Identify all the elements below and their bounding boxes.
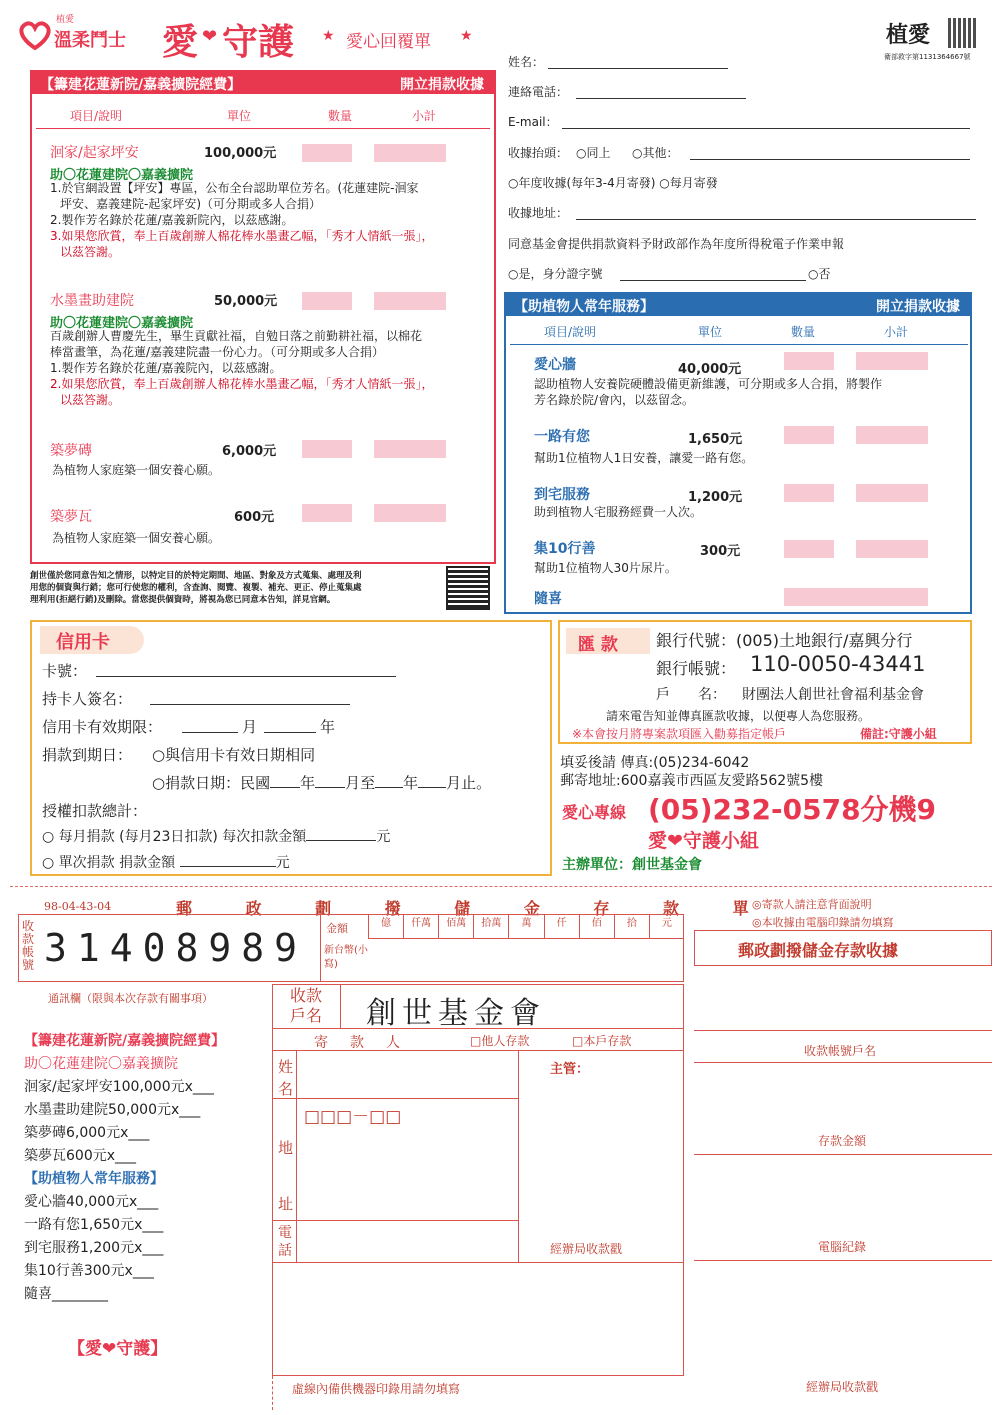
comm-item[interactable]: 愛心牆40,000元x___ <box>24 1194 159 1210</box>
divider <box>694 1030 992 1031</box>
year-label: 年 <box>320 718 336 736</box>
comm-item[interactable]: 一路有您1,650元x___ <box>24 1217 164 1233</box>
receipt-type[interactable]: ○年度收據(每年3-4月寄發) ○每月寄發 <box>508 176 718 190</box>
end-opt1[interactable]: ○與信用卡有效日期相同 <box>152 746 316 764</box>
item-desc: 為植物人家庭築一個安養心願。 <box>52 463 221 477</box>
brand: 植愛 <box>886 23 931 48</box>
item-name: 洄家/起家坪安 <box>50 145 139 161</box>
hualien-fund-box <box>30 70 496 564</box>
opt-self[interactable]: □本戶存款 <box>572 1034 632 1048</box>
reg-no: 衛部救字第1131364667號 <box>884 53 971 61</box>
name-label: 姓名： <box>508 55 545 69</box>
item-price: 1,200元 <box>688 490 743 505</box>
bottom-note: 虛線內備供機器印錄用請勿填寫 <box>292 1382 461 1396</box>
col-item: 項目/說明 <box>544 325 597 339</box>
subtotal-field[interactable] <box>856 352 928 370</box>
other-field[interactable] <box>690 159 970 160</box>
digit-col: 仟萬 <box>403 914 438 938</box>
logo-top: 植愛 <box>56 15 75 25</box>
qty-field[interactable] <box>784 484 834 502</box>
col-item: 項目/說明 <box>70 109 123 123</box>
qty-field[interactable] <box>302 440 352 458</box>
digit-col: 佰 <box>579 914 614 938</box>
single-option[interactable] <box>42 852 290 872</box>
item-price: 1,650元 <box>688 432 743 447</box>
subtotal-field[interactable] <box>856 540 928 558</box>
end-opt2-a: ○捐款日期：民國 <box>152 774 271 792</box>
postal-title: 郵 政 劃 撥 儲 金 存 款 單 <box>176 899 773 918</box>
remit-note-remark: 備註:守護小組 <box>860 727 937 741</box>
opt-other[interactable]: ○其他： <box>632 146 679 160</box>
remit-note-red: ※本會按月將專案款項匯入勸募指定帳戶 <box>572 727 787 741</box>
divider <box>510 344 968 345</box>
digit-col: 拾 <box>614 914 649 938</box>
team-name: 愛❤守護小組 <box>648 830 759 852</box>
privacy-notice <box>30 570 362 606</box>
amount-digits <box>368 914 684 938</box>
item-sub: 助〇花蓮建院〇嘉義擴院 <box>50 316 194 331</box>
r-stamp: 經辦局收款戳 <box>806 1380 879 1394</box>
item-name: 到宅服務 <box>534 487 590 503</box>
yuan-label: 元 <box>275 855 290 871</box>
end-opt2-c: 月至 <box>345 774 376 792</box>
credit-title: 信用卡 <box>40 626 144 654</box>
account-no: 110-0050-43441 <box>750 652 926 676</box>
item-price: 6,000元 <box>222 444 277 459</box>
receipt-title: 郵政劃撥儲金存款收據 <box>738 941 899 960</box>
receipt-title-label: 收據抬頭： <box>508 146 569 160</box>
digit-col: 佰萬 <box>438 914 473 938</box>
comm-item[interactable]: 到宅服務1,200元x___ <box>24 1240 164 1256</box>
col-unit: 單位 <box>698 325 723 339</box>
item-price: 600元 <box>234 510 275 525</box>
divider <box>272 1098 518 1099</box>
item-line: 芳名錄於院/會內，以茲留念。 <box>534 393 695 407</box>
item-line: 1.於官網設置【坪安】專區，公布全台認助單位芳名。(花蓮建院-洄家 <box>50 181 419 195</box>
subtotal-field[interactable] <box>374 440 446 458</box>
zip-boxes[interactable]: □□□－□□ <box>304 1107 402 1127</box>
qr-icon <box>446 566 490 610</box>
end-label: 捐款到期日： <box>42 746 133 764</box>
r-computer: 電腦紀錄 <box>818 1240 867 1254</box>
comm-item[interactable]: 築夢磚6,000元x___ <box>24 1125 150 1141</box>
sender-label: 寄 款 人 <box>314 1035 404 1051</box>
comm-item[interactable]: 隨喜________ <box>24 1286 108 1302</box>
item-desc: 幫助1位植物人30片尿片。 <box>534 561 677 575</box>
host-org: 主辦單位：創世基金會 <box>562 857 702 873</box>
star-icon: ★ <box>322 28 335 44</box>
item-line: 3.如果您欣賞，奉上百歲創辦人棉花棒水墨畫乙幅，「秀才人情紙一張」， <box>50 229 434 243</box>
comm-sub: 助〇花蓮建院〇嘉義擴院 <box>24 1056 178 1072</box>
col-sub: 小計 <box>884 325 909 339</box>
note-right: ◎本收據由電腦印錄請勿填寫 <box>752 916 894 929</box>
monthly-amount-field[interactable] <box>306 840 376 841</box>
item-line: 坪安、嘉義建院-起家坪安)（可分期或多人合捐） <box>60 197 322 211</box>
item-name: 一路有您 <box>534 429 590 445</box>
postal-code: 98-04-43-04 <box>44 900 112 913</box>
credit-card-box <box>30 620 552 876</box>
qty-field[interactable] <box>784 540 834 558</box>
account-label: 銀行帳號： <box>656 659 737 678</box>
note-right: ◎寄款人請注意背面說明 <box>752 898 872 911</box>
col-qty: 數量 <box>328 109 353 123</box>
logo-text: 溫柔鬥士 <box>54 30 126 51</box>
col-unit: 單位 <box>227 109 252 123</box>
heart-logo-icon <box>18 18 52 52</box>
card-no-label: 卡號： <box>42 662 88 680</box>
title-main: 愛 <box>162 22 199 63</box>
divider <box>694 1062 992 1063</box>
tel-label: 電話 <box>278 1225 292 1259</box>
end-opt2-d: 年 <box>403 774 419 792</box>
item-line: 百歲創辦人曹慶先生，畢生貢獻社福，自勉日落之前勤耕社福，以棉花 <box>50 329 423 343</box>
addr-label: 地址 <box>278 1139 294 1213</box>
expiry-year-field[interactable] <box>264 732 316 733</box>
item-line: 2.製作芳名錄於花蓮/嘉義新院內，以茲感謝。 <box>50 213 294 227</box>
end-opt2[interactable] <box>152 772 491 793</box>
box-header-right: 開立捐款收據 <box>876 299 960 315</box>
digit-col: 元 <box>649 914 684 938</box>
item-name: 築夢瓦 <box>50 509 92 525</box>
divider <box>296 1050 297 1262</box>
item-line: 以茲答謝。 <box>60 393 121 407</box>
item-price: 40,000元 <box>678 362 742 377</box>
item-name: 愛心牆 <box>534 357 576 373</box>
digit-col: 萬 <box>508 914 543 938</box>
name-field[interactable] <box>548 68 728 69</box>
item-line: 2.如果您欣賞，奉上百歲創辦人棉花棒水墨畫乙幅，「秀才人情紙一張」， <box>50 377 434 391</box>
qty-field[interactable] <box>302 144 352 162</box>
comm-heading: 【籌建花蓮新院/嘉義擴院經費】 <box>24 1033 226 1049</box>
end-opt2-b: 年 <box>300 774 316 792</box>
payee-name: 創世基金會 <box>366 996 546 1031</box>
box-header <box>32 72 494 94</box>
divider <box>272 1376 273 1410</box>
divider <box>320 914 321 982</box>
hotline-label: 愛心專線 <box>562 803 627 822</box>
digit-col: 億 <box>368 914 403 938</box>
monthly-text: ○ 每月捐款 (每月23日扣款) 每次扣款金額 <box>42 829 307 845</box>
item-name: 隨喜 <box>534 591 562 607</box>
remit-box <box>558 620 972 744</box>
item-sub: 助〇花蓮建院〇嘉義擴院 <box>50 168 194 183</box>
stamp-label: 經辦局收款戳 <box>550 1242 623 1256</box>
item-desc: 助到植物人宅服務經費一人次。 <box>534 505 703 519</box>
qty-field[interactable] <box>302 292 352 310</box>
subtotal-field[interactable] <box>856 484 928 502</box>
privacy-line: 創世僅於您同意告知之情形，以特定目的於特定期間、地區、對象及方式蒐集、處理及利 <box>30 571 362 581</box>
expiry-month-field[interactable] <box>182 732 238 733</box>
remit-note: 請來電告知並傳真匯款收據，以便專人為您服務。 <box>606 709 871 723</box>
remit-title: 匯 款 <box>566 628 650 654</box>
name-label: 姓名 <box>278 1058 294 1098</box>
privacy-line: 用您的個資與行銷；您可行使您的權利，含查詢、閱覽、複製、補充、更正、停止蒐集處 <box>30 583 362 593</box>
auth-label: 授權扣款總計： <box>42 802 148 820</box>
expiry-label: 信用卡有效期限： <box>42 718 163 736</box>
subtotal-field[interactable] <box>374 504 446 522</box>
email-label: E-mail： <box>508 115 558 129</box>
box-header-right: 開立捐款收據 <box>400 77 484 93</box>
holder-label: 持卡人簽名： <box>42 690 133 708</box>
comm-item[interactable]: 水墨畫助建院50,000元x___ <box>24 1102 201 1118</box>
acct-label: 收款帳號 <box>22 919 35 972</box>
id-field[interactable] <box>620 280 806 281</box>
comm-footer: 【愛❤守護】 <box>68 1339 168 1359</box>
subtitle: 愛心回覆單 <box>346 32 431 52</box>
year-blank[interactable] <box>315 787 345 788</box>
divider <box>518 1050 519 1262</box>
amount-input[interactable] <box>368 938 684 982</box>
item-line: 棒當畫筆，為花蓮/嘉義建院盡一份心力。（可分期或多人合捐） <box>50 345 385 359</box>
qty-field[interactable] <box>784 352 834 370</box>
comm-label: 通訊欄（限與本次存款有關事項） <box>48 992 213 1005</box>
item-price: 50,000元 <box>214 294 278 309</box>
free-amount-field[interactable] <box>784 588 928 606</box>
r-payee: 收款帳號戶名 <box>804 1044 877 1058</box>
holder-name: 財團法人創世社會福利基金會 <box>742 687 924 703</box>
single-text: ○ 單次捐款 捐款金額 <box>42 855 176 871</box>
col-sub: 小計 <box>412 109 437 123</box>
item-desc: 幫助1位植物人1日安養，讓愛一路有您。 <box>534 451 754 465</box>
hotline-number: (05)232-0578分機9 <box>648 793 937 826</box>
comm-item[interactable]: 洄家/起家坪安100,000元x___ <box>24 1079 214 1095</box>
fax-info: 填妥後請 傳真:(05)234-6042 <box>560 755 750 771</box>
year-blank[interactable] <box>270 787 300 788</box>
end-opt2-e: 月止。 <box>446 774 492 792</box>
divider <box>272 1262 684 1263</box>
qty-field[interactable] <box>302 504 352 522</box>
digit-col: 仟 <box>544 914 579 938</box>
subtotal-field[interactable] <box>856 426 928 444</box>
item-price: 100,000元 <box>204 146 277 161</box>
amount-sub: 新台幣(小寫) <box>324 945 368 970</box>
item-name: 集10行善 <box>534 541 596 557</box>
divider <box>272 1028 684 1029</box>
comm-heading: 【助植物人常年服務】 <box>24 1171 164 1187</box>
month-blank[interactable] <box>418 787 446 788</box>
acct-number: 31408989 <box>44 926 308 970</box>
divider <box>36 128 490 129</box>
item-price: 300元 <box>700 544 741 559</box>
opt-personal[interactable]: □他人存款 <box>470 1034 530 1048</box>
card-no-field[interactable] <box>96 676 396 677</box>
divider <box>340 984 341 1028</box>
item-name: 築夢磚 <box>50 443 92 459</box>
item-name: 水墨畫助建院 <box>50 293 134 309</box>
subtotal-field[interactable] <box>374 144 446 162</box>
logo <box>18 14 143 54</box>
title-rest: 守護 <box>222 22 295 63</box>
service-box <box>504 292 972 614</box>
qr-icon <box>948 18 978 48</box>
phone-label: 連絡電話： <box>508 85 569 99</box>
bank-code: 銀行代號：(005)土地銀行/嘉興分行 <box>656 631 913 650</box>
box-header-title: 【籌建花蓮新院/嘉義擴院經費】 <box>40 77 242 93</box>
holder-field[interactable] <box>150 704 350 705</box>
single-amount-field[interactable] <box>180 866 276 867</box>
box-header-title: 【助植物人常年服務】 <box>514 299 654 315</box>
comm-item[interactable]: 築夢瓦600元x___ <box>24 1148 137 1164</box>
col-qty: 數量 <box>791 325 816 339</box>
opt-same[interactable]: ○同上 <box>576 146 611 160</box>
supervisor-label: 主管： <box>550 1062 590 1077</box>
divider <box>272 1050 684 1051</box>
year-blank[interactable] <box>375 787 403 788</box>
divider <box>694 1154 992 1155</box>
email-field[interactable] <box>562 128 970 129</box>
comm-item[interactable]: 集10行善300元x___ <box>24 1263 154 1279</box>
address-field[interactable] <box>576 219 976 220</box>
cut-line <box>10 886 992 887</box>
consent: 同意基金會提供捐款資料予財政部作為年度所得稅電子作業申報 <box>508 237 845 251</box>
box-header <box>506 294 970 316</box>
mail-address: 郵寄地址:600嘉義市西區友愛路562號5樓 <box>560 773 824 789</box>
month-label: 月 <box>242 718 258 736</box>
divider <box>272 1220 518 1221</box>
digit-col: 拾萬 <box>473 914 508 938</box>
item-line: 1.製作芳名錄於花蓮/嘉義院內，以茲感謝。 <box>50 361 282 375</box>
privacy-line: 理利用(拒絕行銷)及刪除。當您提供個資時，將視為您已同意本告知，詳見官網。 <box>30 595 336 605</box>
yuan-label: 元 <box>376 829 391 845</box>
amount-label: 金額 <box>326 922 348 935</box>
yes-id[interactable]: ○是，身分證字號 <box>508 267 603 281</box>
payee-label: 收款戶名 <box>290 986 323 1025</box>
r-amount: 存款金額 <box>818 1134 867 1148</box>
item-line: 認助植物人安養院硬體設備更新維護，可分期或多人合捐，將製作 <box>534 377 883 391</box>
phone-field[interactable] <box>576 98 746 99</box>
subtotal-field[interactable] <box>374 292 446 310</box>
item-line: 以茲答謝。 <box>60 245 121 259</box>
comm-list <box>24 1030 225 1306</box>
monthly-option[interactable] <box>42 826 390 846</box>
title-heart-icon: ❤ <box>202 26 218 47</box>
no-option[interactable]: ○否 <box>808 267 831 281</box>
star-icon: ★ <box>460 28 473 44</box>
qty-field[interactable] <box>784 426 834 444</box>
address-label: 收據地址： <box>508 206 569 220</box>
holder-label: 戶 名： <box>656 687 726 703</box>
divider <box>694 1260 992 1261</box>
item-desc: 為植物人家庭築一個安養心願。 <box>52 531 221 545</box>
